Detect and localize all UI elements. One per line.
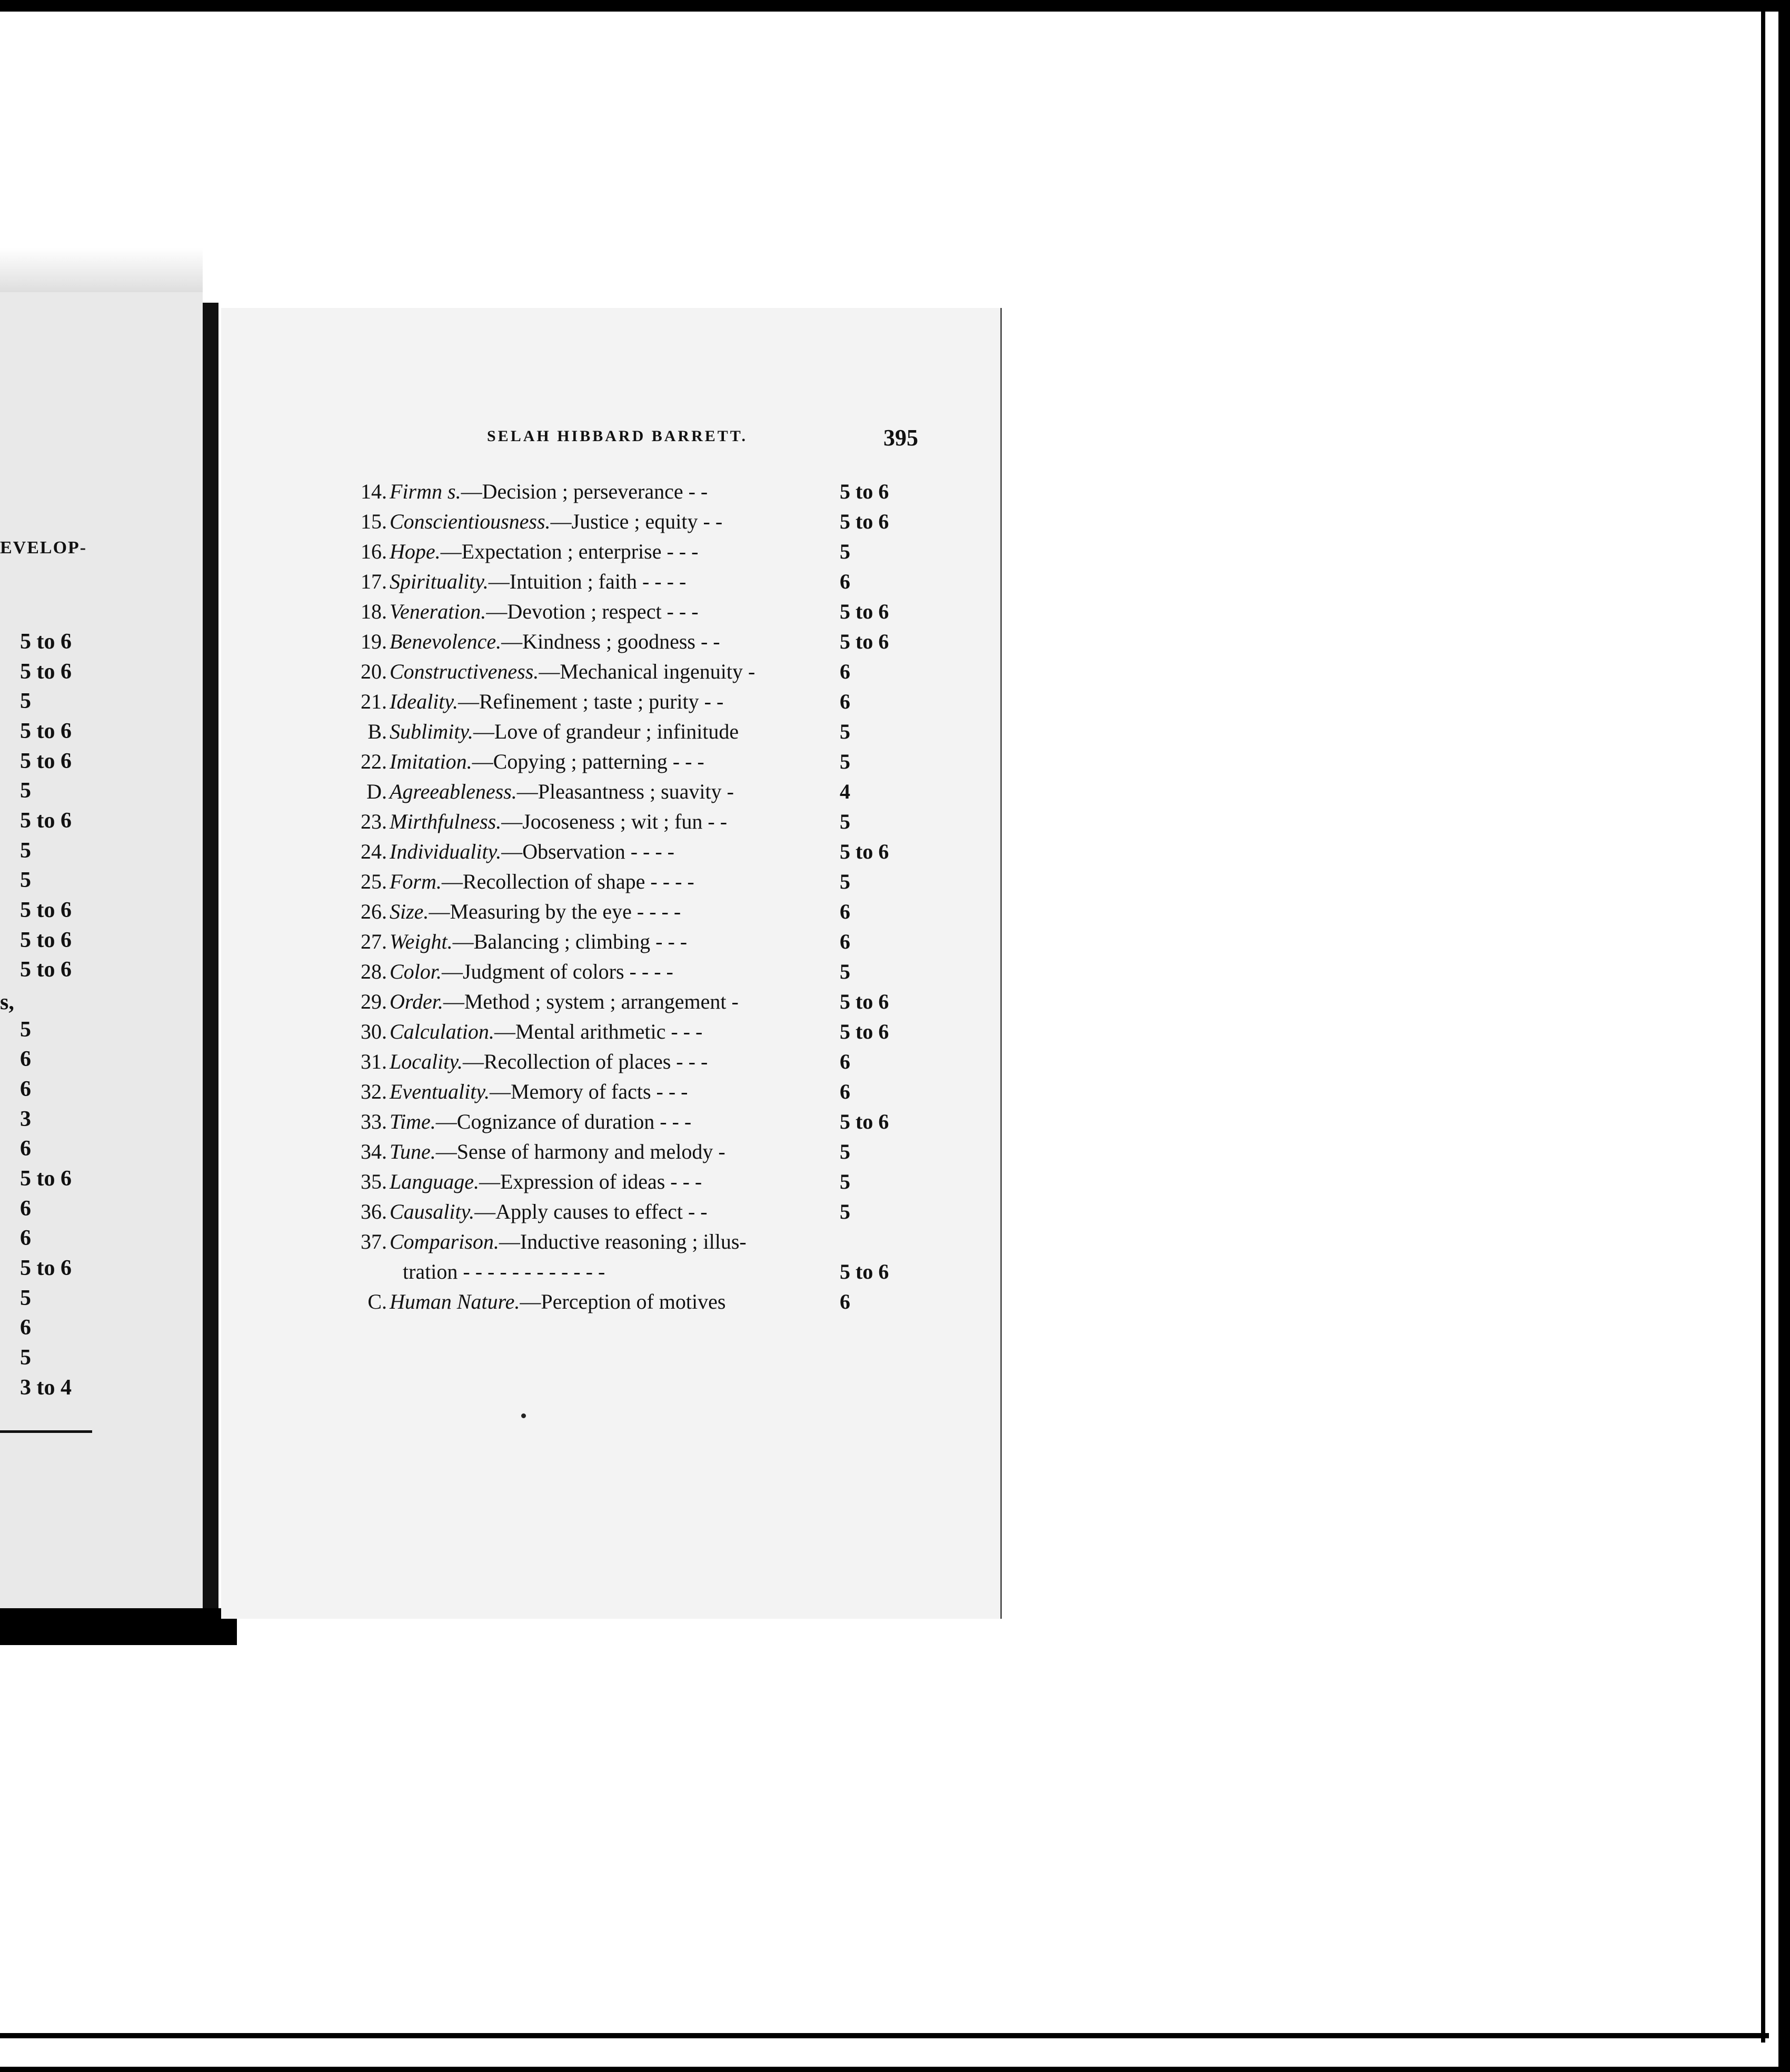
entry-description: —Devotion ; respect - - - [486,600,699,623]
entry-term: Conscientiousness. [390,510,551,533]
left-page-shadow [0,247,203,295]
entry-number: 23. [361,810,387,833]
faculty-entry [337,809,927,840]
entry-description: —Measuring by the eye - - - - [429,900,681,923]
left-rule [0,1430,92,1433]
entry-term: Veneration. [390,600,486,623]
entry-description: —Kindness ; goodness - - [501,630,720,653]
entry-text [390,719,739,744]
entry-text [390,1289,725,1314]
entry-number: 16. [361,540,387,563]
entry-number: 21. [361,690,387,713]
entry-term: Calculation. [390,1020,494,1043]
entry-description: —Love of grandeur ; infinitude [473,720,739,743]
faculty-entry [337,779,927,810]
entry-value: 5 to 6 [840,1020,889,1043]
faculty-entry [337,719,927,750]
entry-value: 6 [840,930,850,953]
left-page [0,292,203,1613]
entry-value: 6 [840,900,850,923]
entry-value: 5 [840,870,850,893]
entry-number: 29. [361,990,387,1013]
entry-description: —Sense of harmony and melody - [435,1140,725,1163]
entry-text [390,509,722,534]
entry-value: 6 [840,1050,850,1073]
entry-text [390,689,723,714]
faculty-entry [337,1079,927,1110]
running-title: SELAH HIBBARD BARRETT. [487,427,748,445]
ink-dot [521,1413,526,1418]
entry-term: Causality. [390,1200,475,1223]
faculty-entry [337,629,927,660]
entry-term: Sublimity. [390,720,473,743]
left-value: 6 [20,1077,31,1101]
left-value: 5 [20,779,31,803]
left-value: 6 [20,1137,31,1161]
entry-text [390,599,699,624]
left-value: 5 to 6 [20,1256,72,1280]
faculty-entry [337,479,927,510]
faculty-entry [337,749,927,780]
entry-text [390,929,687,954]
faculty-entry [337,599,927,630]
entry-term: Imitation. [390,750,472,773]
entry-description: —Observation - - - - [501,840,674,863]
entry-description: —Recollection of shape - - - - [441,870,694,893]
left-heading-fragment: EVELOP- [0,538,87,557]
entry-text [390,1079,688,1104]
entry-term: Locality. [390,1050,463,1073]
entry-description: —Apply causes to effect - - [474,1200,708,1223]
entry-description: —Inductive reasoning ; illus- [499,1230,747,1253]
entry-description: —Jocoseness ; wit ; fun - - [501,810,728,833]
entry-number: 33. [361,1110,387,1133]
entry-value: 6 [840,1080,850,1103]
entry-number: 26. [361,900,387,923]
entry-description: —Recollection of places - - - [462,1050,708,1073]
book-gutter [203,303,218,1624]
left-value: 5 [20,1018,31,1042]
entry-text [390,1109,691,1134]
entry-value: 5 [840,1200,850,1223]
entry-text [390,959,673,984]
entry-number: 27. [361,930,387,953]
entry-number: B. [367,720,387,743]
left-page-bottom-edge [0,1608,237,1645]
entry-number: D. [366,780,387,803]
entry-description: —Balancing ; climbing - - - [452,930,688,953]
left-value: 5 to 6 [20,898,72,922]
scan-border-top [0,0,1790,12]
entry-value: 5 [840,960,850,983]
entry-number: 28. [361,960,387,983]
entry-text [390,869,694,894]
entry-text [390,779,734,804]
faculty-entry [337,509,927,540]
entry-number: 17. [361,570,387,593]
left-value: 5 to 6 [20,660,72,684]
entry-value: 5 to 6 [840,840,889,863]
entry-description: —Method ; system ; arrangement - [443,990,739,1013]
entry-term: Eventuality. [390,1080,490,1103]
faculty-entry [337,1049,927,1080]
entry-text [390,989,739,1014]
entry-description: —Expression of ideas - - - [479,1170,702,1193]
faculty-entry [337,1229,927,1260]
entry-description: —Memory of facts - - - [489,1080,688,1103]
entry-description: —Perception of motives [520,1290,726,1313]
entry-value: 5 [840,750,850,773]
scan-border-right [1778,0,1790,2072]
left-text-fragment: s, [0,990,14,1014]
faculty-entry [337,539,927,570]
left-value: 3 [20,1107,31,1131]
entry-value: 5 to 6 [840,510,889,533]
entry-number: 25. [361,870,387,893]
entry-text [390,899,681,924]
entry-value: 5 to 6 [840,630,889,653]
left-value: 5 to 6 [20,630,72,654]
entry-value: 5 [840,810,850,833]
entry-term: Hope. [390,540,441,563]
entry-value: 6 [840,660,850,683]
entry-number: 20. [361,660,387,683]
left-value: 5 to 6 [20,749,72,773]
entry-text [390,1229,747,1254]
entry-text [403,1259,605,1284]
entry-term: Individuality. [390,840,502,863]
entry-number: 32. [361,1080,387,1103]
entry-term: Order. [390,990,443,1013]
left-value: 5 to 6 [20,719,72,743]
entry-value: 5 [840,1170,850,1193]
entry-number: 37. [361,1230,387,1253]
entry-description: —Mechanical ingenuity - [539,660,755,683]
entry-number: 15. [361,510,387,533]
scan-border-right-inner [1761,0,1765,2043]
faculty-entry [337,869,927,900]
left-value: 5 [20,689,31,713]
scan-border-bottom-inner [0,2033,1769,2038]
faculty-entry [337,689,927,720]
entry-description: —Refinement ; taste ; purity - - [458,690,724,713]
left-value: 5 to 6 [20,809,72,833]
entry-description: —Intuition ; faith - - - - [488,570,687,593]
entry-text [390,809,727,834]
entry-description: tration - - - - - - - - - - - - [403,1260,605,1283]
entry-value: 5 to 6 [840,990,889,1013]
entry-term: Ideality. [390,690,458,713]
left-value: 5 to 6 [20,958,72,982]
entry-number: 35. [361,1170,387,1193]
left-value: 6 [20,1316,31,1340]
entry-text [390,629,720,654]
entry-term: Benevolence. [390,630,502,653]
faculty-entry [337,1169,927,1200]
entry-text [390,839,674,864]
entry-description: —Expectation ; enterprise - - - [440,540,699,563]
faculty-entry [337,1199,927,1230]
entry-text [390,539,698,564]
entry-value: 5 [840,720,850,743]
left-value: 5 [20,839,31,863]
entry-term: Agreeableness. [390,780,517,803]
entry-value: 6 [840,690,850,713]
entry-text [390,1049,708,1074]
entry-number: 22. [361,750,387,773]
left-value: 5 [20,1286,31,1310]
faculty-entry [337,569,927,600]
faculty-entry [337,1289,927,1320]
entry-term: Form. [390,870,442,893]
entry-value: 4 [840,780,850,803]
entry-number: 14. [361,480,387,503]
entry-text [390,1169,702,1194]
entry-text [390,1139,725,1164]
faculty-entry [337,1139,927,1170]
entry-term: Mirthfulness. [390,810,502,833]
faculty-entry [337,839,927,870]
entry-term: Time. [390,1110,436,1133]
entry-description: —Mental arithmetic - - - [494,1020,703,1043]
entry-value: 5 to 6 [840,1110,889,1133]
entry-term: Spirituality. [390,570,489,593]
entry-description: —Justice ; equity - - [550,510,723,533]
entry-term: Human Nature. [390,1290,520,1313]
entry-term: Constructiveness. [390,660,539,683]
entry-description: —Judgment of colors - - - - [441,960,673,983]
left-value: 5 [20,1346,31,1370]
entry-value: 5 to 6 [840,1260,889,1283]
scan-border-bottom [0,2067,1790,2072]
entry-term: Language. [390,1170,479,1193]
faculty-entry [337,1019,927,1050]
left-value: 6 [20,1197,31,1221]
entry-text [390,749,704,774]
entry-description: —Pleasantness ; suavity - [516,780,734,803]
faculty-entry [337,989,927,1020]
entry-term: Size. [390,900,429,923]
entry-description: —Decision ; perseverance - - [461,480,708,503]
entry-number: 18. [361,600,387,623]
entry-term: Comparison. [390,1230,499,1253]
entry-value: 6 [840,570,850,593]
entry-number: 31. [361,1050,387,1073]
entry-number: 36. [361,1200,387,1223]
entry-text [390,1199,708,1224]
entry-term: Firmn s. [390,480,461,503]
left-value: 5 to 6 [20,928,72,952]
left-value: 6 [20,1226,31,1250]
entry-number: 34. [361,1140,387,1163]
left-value: 6 [20,1047,31,1071]
faculty-entry [337,1259,927,1290]
entry-value: 5 to 6 [840,480,889,503]
entry-value: 5 to 6 [840,600,889,623]
entry-number: 30. [361,1020,387,1043]
faculty-entry [337,899,927,930]
entry-text [390,569,686,594]
entry-number: 19. [361,630,387,653]
entry-value: 5 [840,1140,850,1163]
left-value: 5 [20,868,31,892]
entry-description: —Copying ; patterning - - - [472,750,704,773]
faculty-entry [337,929,927,960]
entry-value: 6 [840,1290,850,1313]
entry-text [390,479,708,504]
entry-term: Weight. [390,930,453,953]
entry-term: Color. [390,960,442,983]
faculty-entry [337,959,927,990]
left-value: 5 to 6 [20,1167,72,1191]
faculty-entry [337,1109,927,1140]
entry-text [390,659,755,684]
faculty-entry [337,659,927,690]
left-value: 3 to 4 [20,1376,72,1400]
entry-description: —Cognizance of duration - - - [435,1110,692,1133]
entry-number: C. [367,1290,387,1313]
entry-value: 5 [840,540,850,563]
entry-number: 24. [361,840,387,863]
entry-term: Tune. [390,1140,436,1163]
page-number: 395 [883,425,918,451]
entry-text [390,1019,702,1044]
